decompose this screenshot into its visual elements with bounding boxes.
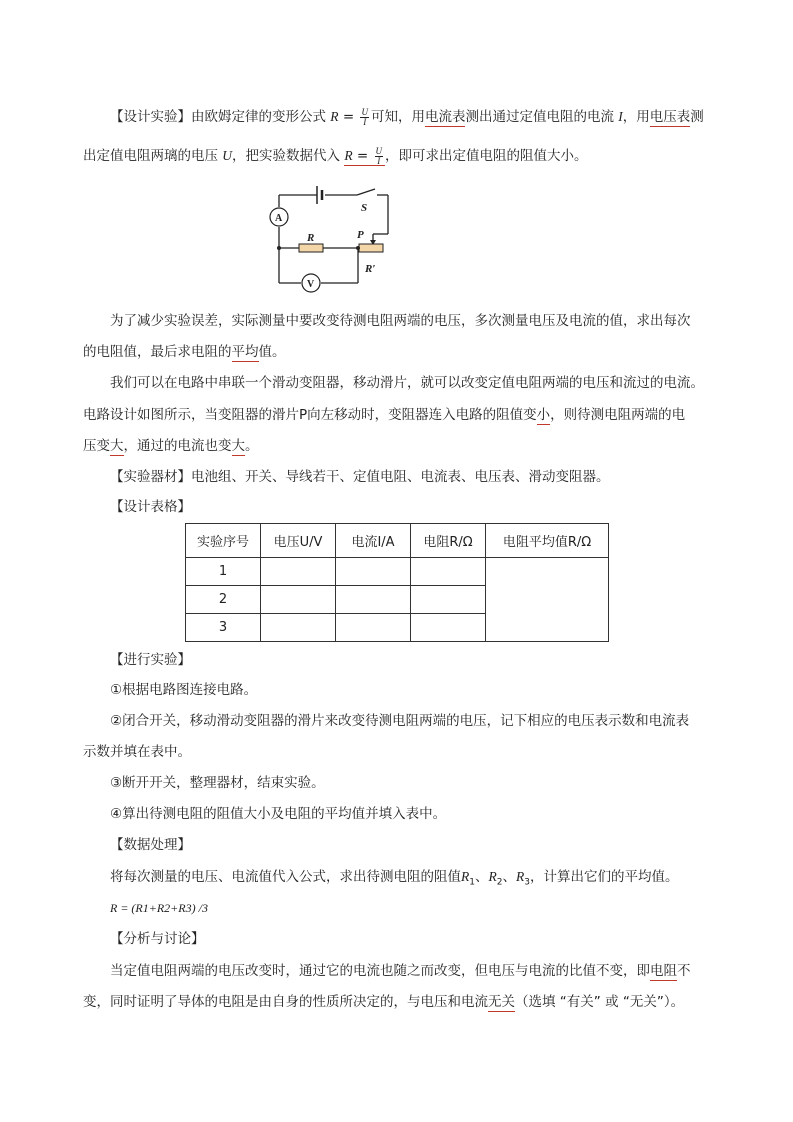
ammeter-answer: 电流表 <box>424 109 466 125</box>
average-formula: R = (R1+R2+R3) /3 <box>110 901 208 915</box>
voltmeter-answer: 电压表 <box>649 109 691 125</box>
rheostat <box>359 244 383 252</box>
procedure-step-1: ①根据电路图连接电路。 <box>110 682 258 698</box>
procedure-title: 【进行实验】 <box>110 652 191 668</box>
table-cell <box>261 558 336 586</box>
procedure-step-3: ③断开开关，整理器材，结束实验。 <box>110 775 325 791</box>
table-title: 【设计表格】 <box>110 499 191 515</box>
para2-line-2: 电路设计如图所示，当变阻器的滑片P向左移动时，变阻器连入电路的阻值变小，则待测电阻两端的电 <box>83 407 686 423</box>
formula-answer: R = $\frac{U}{I}$ <box>344 148 385 166</box>
design-line-2: 出定值电阻两璃的电压 U，把实验数据代入 R = $\frac{U}{I}$ ，即可求出定值电阻的阻值大小。 <box>83 145 588 166</box>
procedure-step-2: ②闭合开关，移动滑动变阻器的滑片来改变待测电阻两端的电压，记下相应的电压表示数和电流表 <box>110 713 690 729</box>
rheostat-label: R′ <box>365 263 376 275</box>
switch-label: S <box>361 202 368 214</box>
table-header-cell: 电阻R/Ω <box>411 524 486 558</box>
table-header-cell: 电压U/V <box>261 524 336 558</box>
circuit-diagram <box>262 180 397 296</box>
table-cell <box>336 614 411 642</box>
procedure-step-2-cont: 示数并填在表中。 <box>83 744 191 760</box>
table-row <box>186 558 609 586</box>
slider-label: P <box>357 229 364 241</box>
data-processing-line: 将每次测量的电压、电流值代入公式，求出待测电阻的阻值$R_1$、$R_2$、$R_3$，计算出它们的平均值。 <box>110 869 679 888</box>
table-cell <box>336 558 411 586</box>
design-line-1: 【设计实验】由欧姆定律的变形公式 R = $\frac{U}{I}$ 可知，用电流表测出通过定值电阻的电流 I，用电压表测 <box>110 106 704 127</box>
analysis-line-2: 变，同时证明了导体的电阻是由自身的性质所决定的，与电压和电流无关（选填 “有关” 或 “无关”）。 <box>83 994 685 1010</box>
equipment-line: 【实验器材】电池组、开关、导线若干、定值电阻、电流表、电压表、滑动变阻器。 <box>110 469 610 485</box>
para1-line-2: 的电阻值，最后求电阻的平均值。 <box>83 344 286 360</box>
table-cell: 1 <box>186 558 261 586</box>
data-processing-title: 【数据处理】 <box>110 837 191 853</box>
table-header-cell: 电阻平均值R/Ω <box>486 524 609 558</box>
table-cell <box>261 614 336 642</box>
table-cell <box>411 614 486 642</box>
table-cell <box>261 586 336 614</box>
table-header-row <box>186 524 609 558</box>
analysis-line-1: 当定值电阻两端的电压改变时，通过它的电流也随之而改变，但电压与电流的比值不变，即电阻不 <box>110 963 691 979</box>
voltmeter-label: V <box>307 279 315 290</box>
resistor <box>299 244 323 252</box>
table-cell <box>336 586 411 614</box>
analysis-title: 【分析与讨论】 <box>110 931 205 947</box>
data-table <box>185 523 609 642</box>
table-cell <box>411 558 486 586</box>
table-cell <box>411 586 486 614</box>
table-cell-average <box>486 558 609 642</box>
resistor-label: R <box>307 232 315 244</box>
para2-line-1: 我们可以在电路中串联一个滑动变阻器，移动滑片，就可以改变定值电阻两端的电压和流过的电流。 <box>110 375 704 391</box>
table-cell: 3 <box>186 614 261 642</box>
procedure-step-4: ④算出待测电阻的阻值大小及电阻的平均值并填入表中。 <box>110 806 447 822</box>
formula-fraction: $\frac{U}{I}$ <box>361 106 368 127</box>
table-cell: 2 <box>186 586 261 614</box>
table-header-cell: 实验序号 <box>186 524 261 558</box>
ammeter-label: A <box>275 213 283 224</box>
para1-line-1: 为了减少实验误差，实际测量中要改变待测电阻两端的电压，多次测量电压及电流的值，求出每次 <box>110 313 691 329</box>
table-header-cell: 电流I/A <box>336 524 411 558</box>
para2-line-3: 压变大，通过的电流也变大。 <box>83 438 259 454</box>
